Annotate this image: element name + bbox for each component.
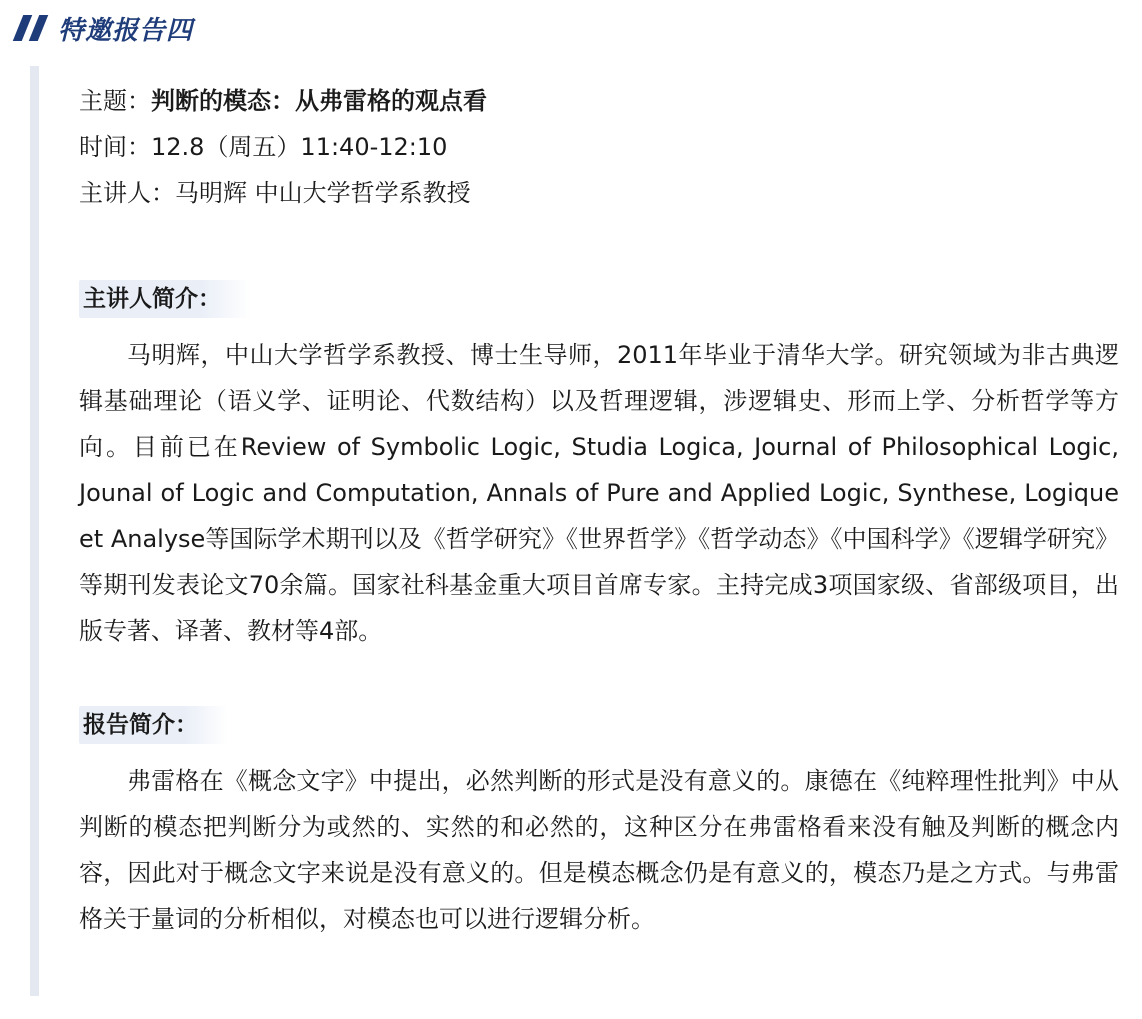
section-header xyxy=(12,10,193,46)
speaker-label: 主讲人： xyxy=(79,179,175,207)
header-title: 特邀报告四 xyxy=(58,15,194,46)
report-intro-title: 报告简介： xyxy=(79,706,228,744)
time-label: 时间： xyxy=(79,133,151,161)
time-line xyxy=(79,124,1119,170)
report-intro-text: 弗雷格在《概念文字》中提出，必然判断的形式是没有意义的。康德在《纯粹理性批判》中从判断的模态把判断分为或然的、实然的和必然的，这种区分在弗雷格看来没有触及判断的概念内容，因此对于概念文字来说是没有意义的。但是模态概念仍是有意义的，模态乃是之方式。与弗雷格关于量词的分析相似，对模态也可以进行逻辑分析。 xyxy=(79,767,1119,933)
speaker-line xyxy=(79,170,1119,216)
content-panel xyxy=(79,78,1119,942)
topic-line xyxy=(79,78,1119,124)
speaker-intro-text: 马明辉，中山大学哲学系教授、博士生导师，2011年毕业于清华大学。研究领域为非古典逻辑基础理论（语义学、证明论、代数结构）以及哲理逻辑，涉逻辑史、形而上学、分析哲学等方向。目前已在Review of Symbolic Logic, Studia Logica, Journal of Philosophical Logic, Jounal of Logic and Computation, Annals of Pure and Applied Logic, Synthese, Logique et Analyse等国际学术期刊以及《哲学研究》《世界哲学》《哲学动态》《中国科学》《逻辑学研究》等期刊发表论文70余篇。国家社科基金重大项目首席专家。主持完成3项国家级、省部级项目，出版专著、译著、教材等4部。 xyxy=(79,341,1119,645)
speaker-intro-title: 主讲人简介： xyxy=(79,280,251,318)
speaker-value: 马明辉 中山大学哲学系教授 xyxy=(175,179,471,207)
content-side-bar xyxy=(30,66,39,996)
time-value: 12.8（周五）11:40-12:10 xyxy=(151,133,448,161)
double-slash-icon xyxy=(12,15,48,41)
topic-label: 主题： xyxy=(79,87,151,115)
topic-value: 判断的模态：从弗雷格的观点看 xyxy=(151,87,487,115)
